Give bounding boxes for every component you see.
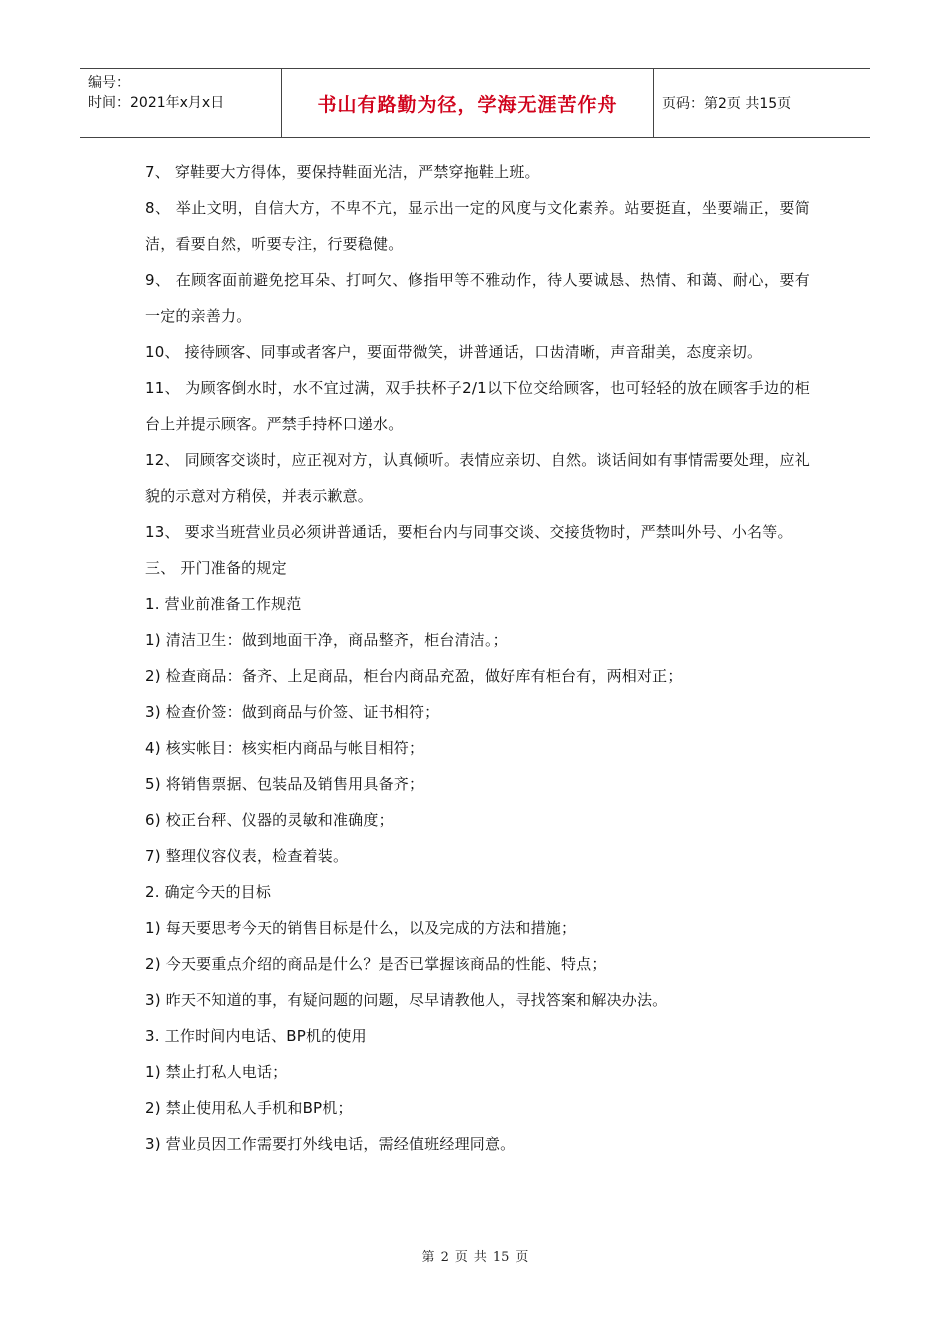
section-heading-3: 三、 开门准备的规定: [145, 559, 287, 577]
page-footer: [0, 1246, 950, 1265]
paragraph-13: 13、 要求当班营业员必须讲普通话，要柜台内与同事交谈、交接货物时，严禁叫外号、小名等。: [145, 523, 793, 541]
paragraph-8: 8、 举止文明，自信大方，不卑不亢，显示出一定的风度与文化素养。站要挺直，坐要端正，要简洁，看要自然，听要专注，行要稳健。: [145, 199, 810, 253]
footer-gong: 共: [473, 1250, 487, 1265]
list-item: 2) 今天要重点介绍的商品是什么？是否已掌握该商品的性能、特点；: [145, 955, 607, 973]
document-date: 时间：2021年x月x日: [88, 95, 225, 111]
document-number-label: 编号：: [88, 75, 130, 91]
subsection-heading-1: 1. 营业前准备工作规范: [145, 595, 302, 613]
list-item: 3) 营业员因工作需要打外线电话，需经值班经理同意。: [145, 1135, 516, 1153]
subsection-heading-2: 2. 确定今天的目标: [145, 883, 272, 901]
list-item: 5) 将销售票据、包装品及销售用具备齐；: [145, 775, 425, 793]
header-page-info: 页码：第2页 共15页: [662, 96, 792, 112]
footer-page-number: 2: [440, 1250, 449, 1265]
list-item: 2) 检查商品：备齐、上足商品，柜台内商品充盈，做好库有柜台有，两相对正；: [145, 667, 683, 685]
list-item: 1) 每天要思考今天的销售目标是什么，以及完成的方法和措施；: [145, 919, 577, 937]
paragraph-7: 7、 穿鞋要大方得体，要保持鞋面光洁，严禁穿拖鞋上班。: [145, 163, 540, 181]
footer-ye-2: 页: [515, 1250, 529, 1265]
paragraph-12: 12、 同顾客交谈时，应正视对方，认真倾听。表情应亲切、自然。谈话间如有事情需要处理，应礼貌的示意对方稍侯，并表示歉意。: [145, 451, 810, 505]
list-item: 3) 昨天不知道的事，有疑问题的问题，尽早请教他人，寻找答案和解决办法。: [145, 991, 668, 1009]
list-item: 3) 检查价签：做到商品与价签、证书相符；: [145, 703, 440, 721]
list-item: 4) 核实帐目：核实柜内商品与帐目相符；: [145, 739, 425, 757]
paragraph-11: 11、 为顾客倒水时，水不宜过满，双手扶杯子2/1以下位交给顾客，也可轻轻的放在顾客手边的柜台上并提示顾客。严禁手持杯口递水。: [145, 379, 810, 433]
list-item: 7) 整理仪容仪表，检查着装。: [145, 847, 349, 865]
list-item: 6) 校正台秤、仪器的灵敏和准确度；: [145, 811, 394, 829]
footer-ye: 页: [454, 1250, 468, 1265]
footer-total-pages: 15: [492, 1250, 510, 1265]
list-item: 1) 清洁卫生：做到地面干净，商品整齐，柜台清洁。；: [145, 631, 508, 649]
list-item: 2) 禁止使用私人手机和BP机；: [145, 1099, 353, 1117]
header-motto: 书山有路勤为径，学海无涯苦作舟: [281, 69, 654, 137]
header-meta: [80, 69, 281, 137]
subsection-heading-3: 3. 工作时间内电话、BP机的使用: [145, 1027, 367, 1045]
footer-di: 第: [421, 1250, 435, 1265]
paragraph-9: 9、 在顾客面前避免挖耳朵、打呵欠、修指甲等不雅动作，待人要诚恳、热情、和蔼、耐心，要有一定的亲善力。: [145, 271, 810, 325]
paragraph-10: 10、 接待顾客、同事或者客户，要面带微笑，讲普通话，口齿清晰，声音甜美，态度亲切。: [145, 343, 763, 361]
document-body: [145, 154, 810, 1162]
list-item: 1) 禁止打私人电话；: [145, 1063, 288, 1081]
page-header: [80, 68, 870, 138]
